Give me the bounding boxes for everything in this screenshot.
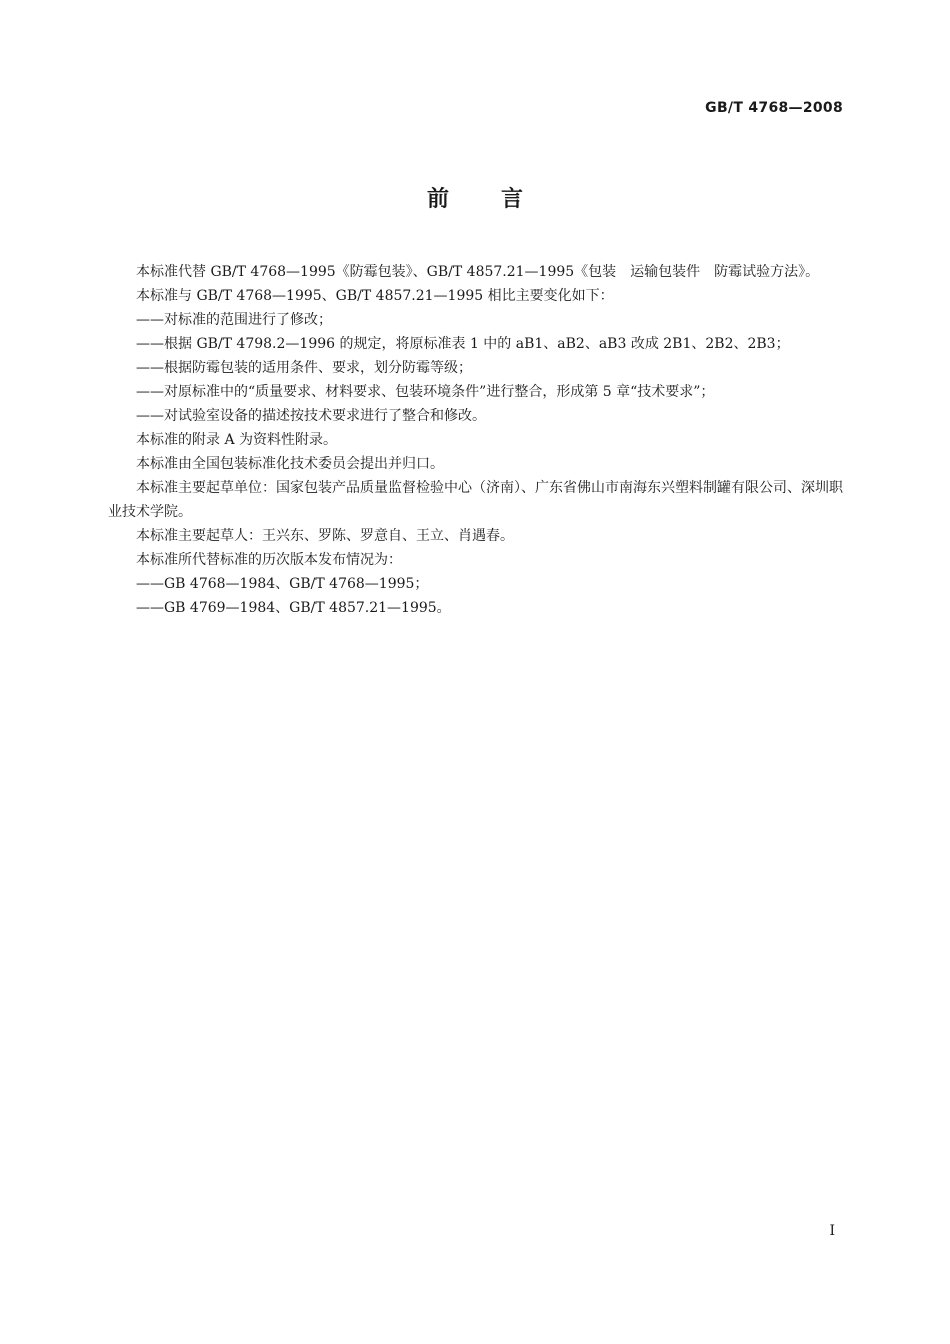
foreword-body [108,260,843,620]
paragraph-changes-intro: 本标准与 GB/T 4768—1995、GB/T 4857.21—1995 相比主要变化如下： [136,288,614,304]
history-item: ——GB 4769—1984、GB/T 4857.21—1995。 [136,600,451,616]
paragraph-drafting-units: 本标准主要起草单位：国家包装产品质量监督检验中心（济南）、广东省佛山市南海东兴塑料制罐有限公司、深圳职业技术学院。 [108,480,843,520]
change-item: ——根据防霉包装的适用条件、要求，划分防霉等级； [136,360,472,376]
page-title: 前言 [426,187,575,212]
change-item: ——对试验室设备的描述按技术要求进行了整合和修改。 [136,408,486,424]
paragraph-replacement: 本标准代替 GB/T 4768—1995《防霉包装》、GB/T 4857.21—1995《包装 运输包装件 防霉试验方法》。 [136,264,820,280]
history-item: ——GB 4768—1984、GB/T 4768—1995； [136,576,429,592]
paragraph-committee: 本标准由全国包装标准化技术委员会提出并归口。 [136,456,444,472]
paragraph-drafters: 本标准主要起草人：王兴东、罗陈、罗意自、王立、肖遇春。 [136,528,514,544]
change-item: ——对原标准中的“质量要求、材料要求、包装环境条件”进行整合，形成第 5 章“技术要求”； [136,384,715,400]
standard-code: GB/T 4768—2008 [705,100,843,116]
change-item: ——根据 GB/T 4798.2—1996 的规定，将原标准表 1 中的 aB1、aB2、aB3 改成 2B1、2B2、2B3； [136,336,790,352]
paragraph-history-intro: 本标准所代替标准的历次版本发布情况为： [136,552,402,568]
page-number: I [829,1223,835,1239]
change-item: ——对标准的范围进行了修改； [136,312,332,328]
paragraph-appendix: 本标准的附录 A 为资料性附录。 [136,432,338,448]
